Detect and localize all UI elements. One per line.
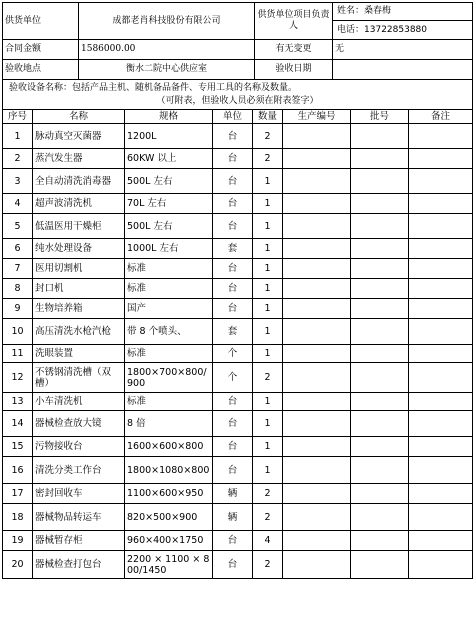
item-unit: 台 <box>213 259 253 279</box>
item-batch <box>351 484 409 504</box>
item-name: 器械物品转运车 <box>33 504 125 531</box>
item-spec: 1100×600×950 <box>125 484 213 504</box>
item-remark <box>409 504 473 531</box>
item-remark <box>409 363 473 393</box>
row-number: 7 <box>3 259 33 279</box>
note-row <box>3 80 473 110</box>
item-spec: 70L 左右 <box>125 194 213 214</box>
item-batch <box>351 214 409 239</box>
row-number: 5 <box>3 214 33 239</box>
table-row <box>3 393 473 411</box>
item-spec: 国产 <box>125 299 213 319</box>
table-row <box>3 194 473 214</box>
name-label: 姓名： <box>337 6 365 16</box>
item-serial <box>283 169 351 194</box>
item-name: 脉动真空灭菌器 <box>33 124 125 149</box>
item-qty: 1 <box>253 214 283 239</box>
item-remark <box>409 239 473 259</box>
row-number: 1 <box>3 124 33 149</box>
item-unit: 台 <box>213 279 253 299</box>
location-row <box>3 60 473 80</box>
row-number: 20 <box>3 551 33 579</box>
item-name: 低温医用干燥柜 <box>33 214 125 239</box>
item-batch <box>351 363 409 393</box>
row-number: 16 <box>3 457 33 484</box>
item-batch <box>351 194 409 214</box>
item-spec: 500L 左右 <box>125 214 213 239</box>
item-remark <box>409 457 473 484</box>
item-serial <box>283 194 351 214</box>
item-batch <box>351 457 409 484</box>
item-serial <box>283 393 351 411</box>
item-qty: 1 <box>253 299 283 319</box>
row-number: 9 <box>3 299 33 319</box>
item-serial <box>283 363 351 393</box>
item-serial <box>283 149 351 169</box>
item-unit: 个 <box>213 363 253 393</box>
item-qty: 2 <box>253 124 283 149</box>
item-serial <box>283 484 351 504</box>
item-unit: 台 <box>213 124 253 149</box>
item-name: 器械暂存柜 <box>33 531 125 551</box>
item-serial <box>283 239 351 259</box>
item-remark <box>409 149 473 169</box>
item-remark <box>409 531 473 551</box>
item-remark <box>409 169 473 194</box>
col-header-serial: 生产编号 <box>283 110 351 124</box>
item-spec: 60KW 以上 <box>125 149 213 169</box>
item-qty: 1 <box>253 319 283 345</box>
item-serial <box>283 345 351 363</box>
item-name: 蒸汽发生器 <box>33 149 125 169</box>
table-row <box>3 124 473 149</box>
item-batch <box>351 393 409 411</box>
table-row <box>3 437 473 457</box>
item-qty: 4 <box>253 531 283 551</box>
item-spec: 1200L <box>125 124 213 149</box>
row-number: 10 <box>3 319 33 345</box>
item-name: 不锈钢清洗槽（双槽） <box>33 363 125 393</box>
change-label: 有无变更 <box>255 40 333 60</box>
item-serial <box>283 551 351 579</box>
item-batch <box>351 149 409 169</box>
item-serial <box>283 319 351 345</box>
item-batch <box>351 504 409 531</box>
header-table <box>2 2 473 110</box>
item-spec: 标准 <box>125 279 213 299</box>
item-qty: 2 <box>253 504 283 531</box>
item-unit: 台 <box>213 457 253 484</box>
row-number: 11 <box>3 345 33 363</box>
item-serial <box>283 124 351 149</box>
row-number: 13 <box>3 393 33 411</box>
contract-row <box>3 40 473 60</box>
item-batch <box>351 239 409 259</box>
item-remark <box>409 259 473 279</box>
item-batch <box>351 319 409 345</box>
supplier-row <box>3 3 473 40</box>
item-spec: 500L 左右 <box>125 169 213 194</box>
item-unit: 套 <box>213 239 253 259</box>
item-unit: 台 <box>213 149 253 169</box>
item-batch <box>351 531 409 551</box>
item-batch <box>351 279 409 299</box>
item-unit: 台 <box>213 551 253 579</box>
item-name: 污物接收台 <box>33 437 125 457</box>
location-label: 验收地点 <box>3 60 79 80</box>
row-number: 17 <box>3 484 33 504</box>
item-qty: 1 <box>253 345 283 363</box>
item-unit: 台 <box>213 214 253 239</box>
item-spec: 1600×600×800 <box>125 437 213 457</box>
item-spec: 标准 <box>125 345 213 363</box>
col-header-no: 序号 <box>3 110 33 124</box>
name-value: 桑春梅 <box>364 6 392 16</box>
col-header-spec: 规格 <box>125 110 213 124</box>
item-name: 生物培养箱 <box>33 299 125 319</box>
table-row <box>3 504 473 531</box>
item-remark <box>409 279 473 299</box>
item-name: 医用切割机 <box>33 259 125 279</box>
item-unit: 台 <box>213 194 253 214</box>
item-unit: 辆 <box>213 484 253 504</box>
date-label: 验收日期 <box>255 60 333 80</box>
item-serial <box>283 259 351 279</box>
item-batch <box>351 345 409 363</box>
item-batch <box>351 437 409 457</box>
item-batch <box>351 411 409 437</box>
item-name: 全自动清洗消毒器 <box>33 169 125 194</box>
item-unit: 台 <box>213 299 253 319</box>
item-serial <box>283 299 351 319</box>
item-serial <box>283 411 351 437</box>
row-number: 12 <box>3 363 33 393</box>
contact-cell <box>333 3 473 40</box>
equipment-header-row <box>3 110 473 124</box>
item-remark <box>409 214 473 239</box>
item-remark <box>409 124 473 149</box>
item-remark <box>409 437 473 457</box>
item-name: 洗眼装置 <box>33 345 125 363</box>
table-row <box>3 319 473 345</box>
item-remark <box>409 484 473 504</box>
item-qty: 1 <box>253 437 283 457</box>
row-number: 8 <box>3 279 33 299</box>
item-spec: 标准 <box>125 259 213 279</box>
item-remark <box>409 319 473 345</box>
item-spec: 带 8 个喷头、 <box>125 319 213 345</box>
table-row <box>3 363 473 393</box>
table-row <box>3 457 473 484</box>
table-row <box>3 149 473 169</box>
table-row <box>3 214 473 239</box>
row-number: 4 <box>3 194 33 214</box>
item-unit: 个 <box>213 345 253 363</box>
table-row <box>3 551 473 579</box>
item-unit: 台 <box>213 531 253 551</box>
item-qty: 1 <box>253 411 283 437</box>
item-unit: 台 <box>213 393 253 411</box>
item-name: 器械检查放大镜 <box>33 411 125 437</box>
item-spec: 标准 <box>125 393 213 411</box>
item-qty: 2 <box>253 551 283 579</box>
col-header-unit: 单位 <box>213 110 253 124</box>
item-spec: 960×400×1750 <box>125 531 213 551</box>
item-qty: 2 <box>253 149 283 169</box>
col-header-batch: 批号 <box>351 110 409 124</box>
item-qty: 1 <box>253 169 283 194</box>
row-number: 18 <box>3 504 33 531</box>
item-remark <box>409 393 473 411</box>
row-number: 6 <box>3 239 33 259</box>
item-qty: 1 <box>253 239 283 259</box>
item-serial <box>283 457 351 484</box>
table-row <box>3 299 473 319</box>
row-number: 19 <box>3 531 33 551</box>
item-batch <box>351 551 409 579</box>
item-unit: 台 <box>213 169 253 194</box>
item-serial <box>283 279 351 299</box>
table-row <box>3 345 473 363</box>
table-row <box>3 239 473 259</box>
row-number: 15 <box>3 437 33 457</box>
item-remark <box>409 194 473 214</box>
item-spec: 1000L 左右 <box>125 239 213 259</box>
item-unit: 套 <box>213 319 253 345</box>
item-name: 器械检查打包台 <box>33 551 125 579</box>
col-header-qty: 数量 <box>253 110 283 124</box>
item-serial <box>283 531 351 551</box>
contract-value: 1586000.00 <box>79 40 255 60</box>
item-spec: 1800×1080×800 <box>125 457 213 484</box>
item-batch <box>351 169 409 194</box>
item-spec: 1800×700×800/900 <box>125 363 213 393</box>
item-serial <box>283 504 351 531</box>
item-name: 超声波清洗机 <box>33 194 125 214</box>
item-qty: 1 <box>253 457 283 484</box>
phone-value: 13722853880 <box>364 25 428 35</box>
item-remark <box>409 345 473 363</box>
item-qty: 1 <box>253 393 283 411</box>
item-spec: 2200 × 1100 × 800/1450 <box>125 551 213 579</box>
item-qty: 2 <box>253 363 283 393</box>
item-remark <box>409 411 473 437</box>
item-spec: 820×500×900 <box>125 504 213 531</box>
item-batch <box>351 124 409 149</box>
date-value <box>333 60 473 80</box>
note-cell <box>3 80 473 110</box>
table-row <box>3 531 473 551</box>
name-line <box>333 3 472 21</box>
item-qty: 1 <box>253 279 283 299</box>
phone-label: 电话： <box>337 25 365 35</box>
item-spec: 8 倍 <box>125 411 213 437</box>
equipment-rows <box>3 124 473 579</box>
row-number: 3 <box>3 169 33 194</box>
note-line-1: 验收设备名称：包括产品主机、随机备品备件、专用工具的名称及数量。 <box>9 82 298 93</box>
item-name: 纯水处理设备 <box>33 239 125 259</box>
table-row <box>3 169 473 194</box>
row-number: 14 <box>3 411 33 437</box>
col-header-remark: 备注 <box>409 110 473 124</box>
supplier-value: 成都老肖科技股份有限公司 <box>79 3 255 40</box>
equipment-table <box>2 109 473 579</box>
item-qty: 1 <box>253 194 283 214</box>
item-name: 小车清洗机 <box>33 393 125 411</box>
supplier-person-label: 供货单位项目负责人 <box>255 3 333 40</box>
phone-line <box>333 21 472 39</box>
col-header-name: 名称 <box>33 110 125 124</box>
item-name: 高压清洗水枪汽枪 <box>33 319 125 345</box>
item-unit: 台 <box>213 437 253 457</box>
supplier-label: 供货单位 <box>3 3 79 40</box>
item-batch <box>351 259 409 279</box>
item-serial <box>283 437 351 457</box>
table-row <box>3 279 473 299</box>
item-qty: 1 <box>253 259 283 279</box>
item-unit: 台 <box>213 411 253 437</box>
contract-label: 合同金额 <box>3 40 79 60</box>
item-name: 密封回收车 <box>33 484 125 504</box>
item-remark <box>409 299 473 319</box>
item-qty: 2 <box>253 484 283 504</box>
item-name: 清洗分类工作台 <box>33 457 125 484</box>
item-serial <box>283 214 351 239</box>
location-value: 衡水二院中心供应室 <box>79 60 255 80</box>
item-unit: 辆 <box>213 504 253 531</box>
item-remark <box>409 551 473 579</box>
table-row <box>3 411 473 437</box>
note-line-2: （可附表，但验收人员必须在附表签字） <box>156 95 319 106</box>
item-name: 封口机 <box>33 279 125 299</box>
item-batch <box>351 299 409 319</box>
table-row <box>3 259 473 279</box>
change-value: 无 <box>333 40 473 60</box>
row-number: 2 <box>3 149 33 169</box>
table-row <box>3 484 473 504</box>
